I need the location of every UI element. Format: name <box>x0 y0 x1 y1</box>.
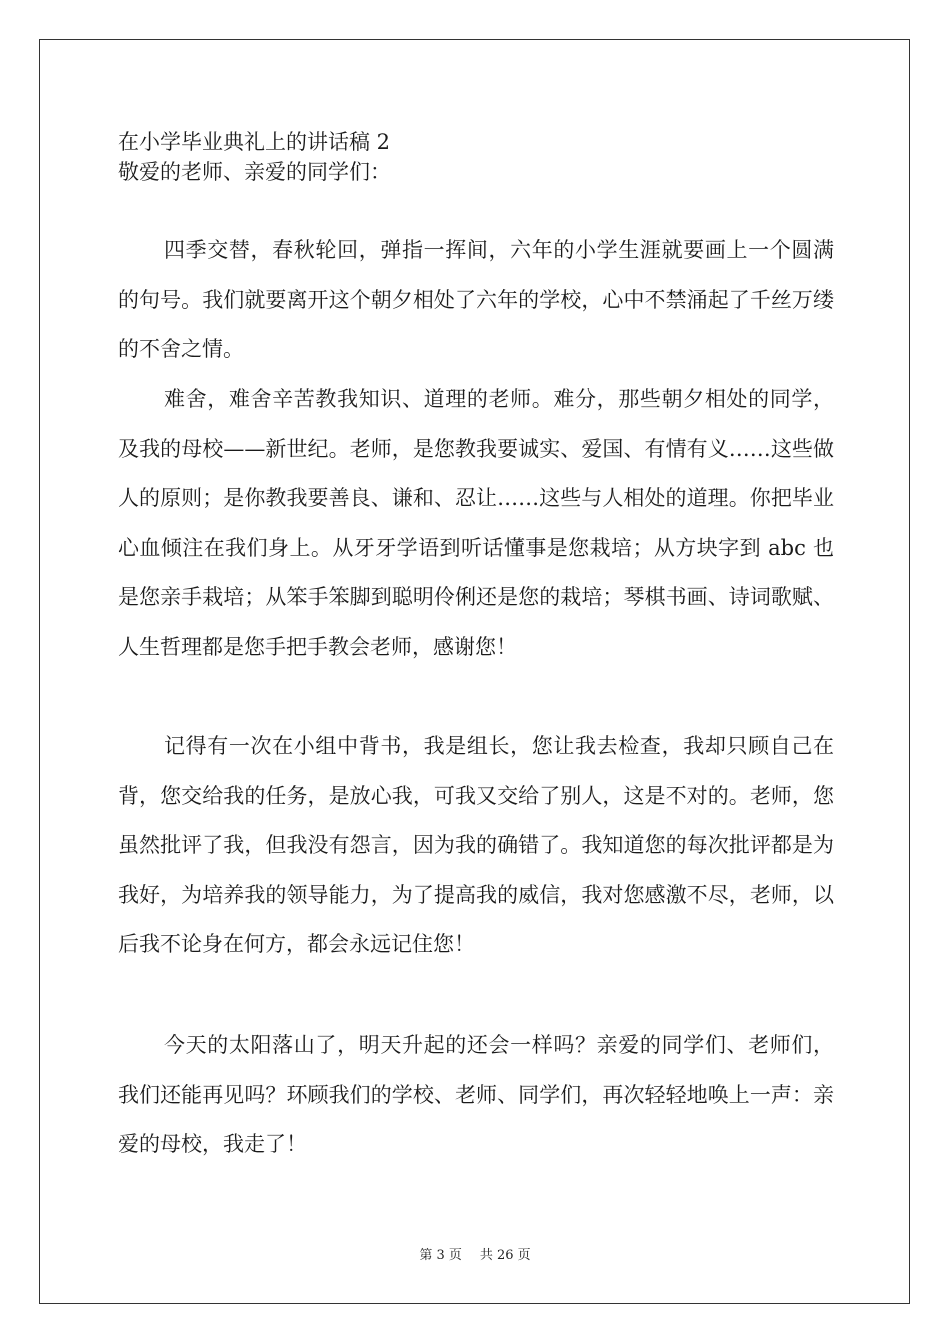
page-footer <box>0 1248 950 1264</box>
document-title: 在小学毕业典礼上的讲话稿 2 <box>118 130 391 154</box>
page-total: 共 26 页 <box>479 1248 531 1263</box>
paragraph-4: 今天的太阳落山了，明天升起的还会一样吗？亲爱的同学们、老师们，我们还能再见吗？环顾我们的学校、老师、同学们，再次轻轻地唤上一声：亲爱的母校，我走了！ <box>118 1033 834 1157</box>
paragraph-2: 难舍，难舍辛苦教我知识、道理的老师。难分，那些朝夕相处的同学，及我的母校——新世纪。老师，是您教我要诚实、爱国、有情有义……这些做人的原则；是你教我要善良、谦和、忍让……这些与人相处的道理。你把毕业心血倾注在我们身上。从牙牙学语到听话懂事是您栽培；从方块字到 abc 也是您亲手栽培；从笨手笨脚到聪明伶俐还是您的栽培；琴棋书画、诗词歌赋、人生哲理都是您手把手教会老师，感谢您！ <box>118 387 834 659</box>
page-number: 第 3 页 <box>419 1248 462 1263</box>
salutation: 敬爱的老师、亲爱的同学们： <box>118 160 391 184</box>
document-body <box>118 130 834 1157</box>
paragraph-1: 四季交替，春秋轮回，弹指一挥间，六年的小学生涯就要画上一个圆满的句号。我们就要离开这个朝夕相处了六年的学校，心中不禁涌起了千丝万缕的不舍之情。 <box>118 238 834 362</box>
paragraph-3: 记得有一次在小组中背书，我是组长，您让我去检查，我却只顾自己在背，您交给我的任务，是放心我，可我又交给了别人，这是不对的。老师，您虽然批评了我，但我没有怨言，因为我的确错了。我知道您的每次批评都是为我好，为培养我的领导能力，为了提高我的威信，我对您感激不尽，老师，以后我不论身在何方，都会永远记住您！ <box>118 734 834 957</box>
